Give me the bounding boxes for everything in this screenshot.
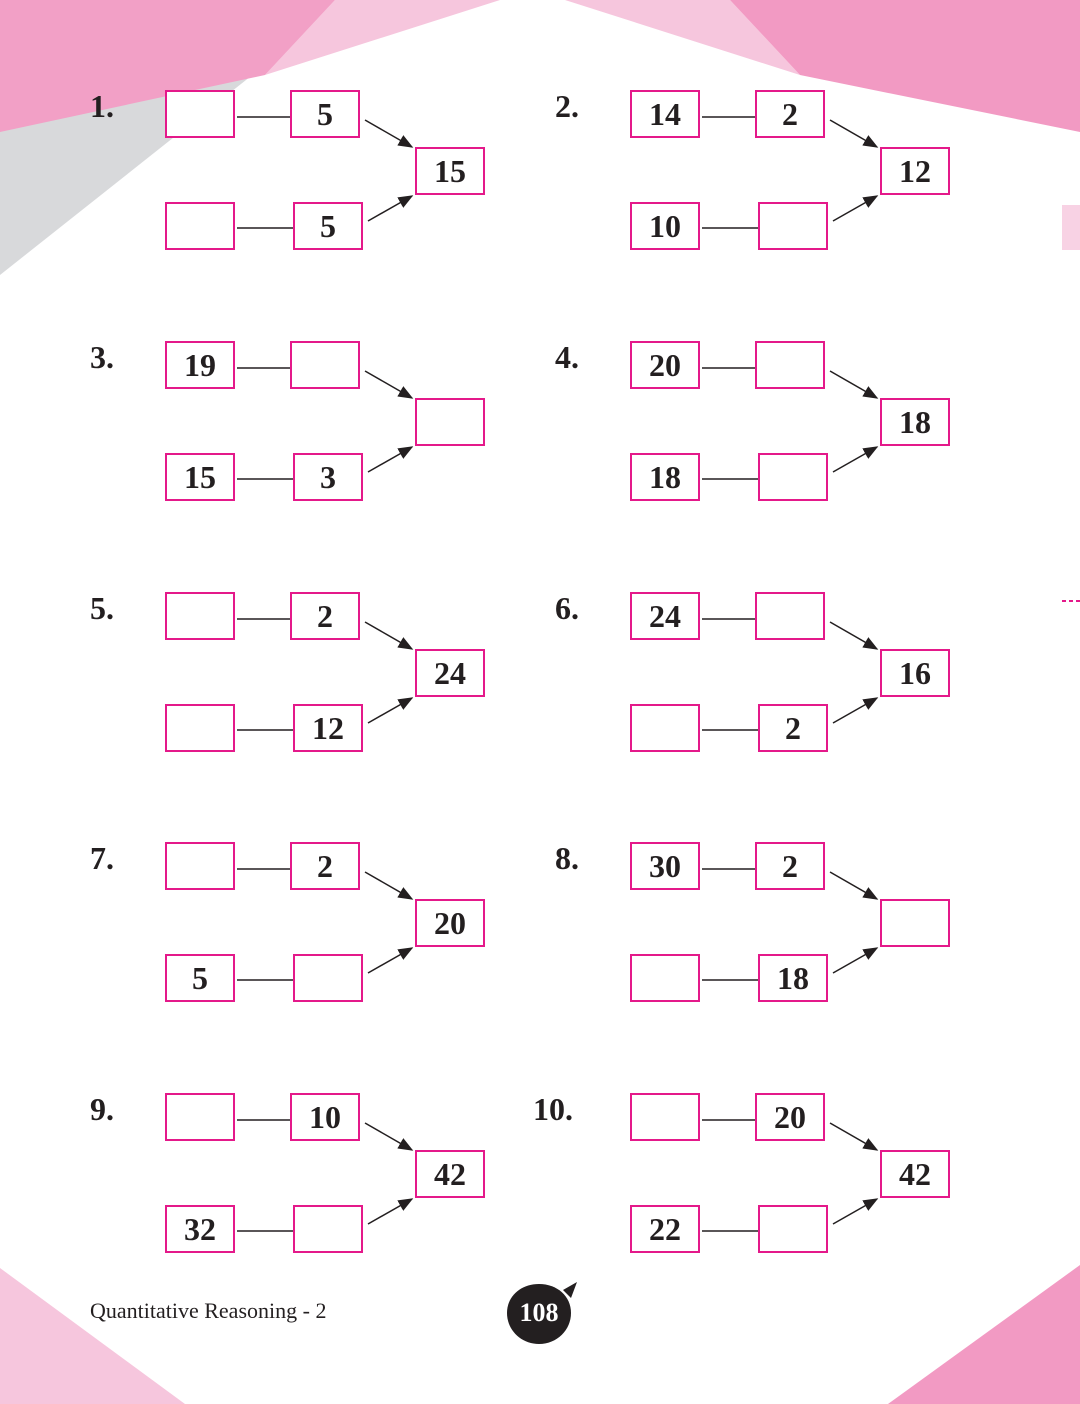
top-right-box[interactable]: 5 (290, 90, 360, 138)
top-right-box[interactable] (290, 341, 360, 389)
problem-3 (90, 341, 560, 511)
problem-number: 8. (555, 840, 579, 876)
bottom-right-box[interactable]: 5 (293, 202, 363, 250)
top-right-box[interactable] (755, 592, 825, 640)
bottom-left-box[interactable]: 32 (165, 1205, 235, 1253)
pink-triangle-bottom-right (888, 1265, 1080, 1404)
result-box[interactable] (880, 899, 950, 947)
top-right-box[interactable]: 2 (290, 842, 360, 890)
result-box[interactable]: 15 (415, 147, 485, 195)
top-right-box[interactable]: 20 (755, 1093, 825, 1141)
top-right-box[interactable]: 2 (755, 842, 825, 890)
bottom-right-box[interactable]: 12 (293, 704, 363, 752)
bottom-right-box[interactable]: 18 (758, 954, 828, 1002)
top-left-box[interactable] (165, 842, 235, 890)
top-right-box[interactable]: 10 (290, 1093, 360, 1141)
top-right-box[interactable]: 2 (755, 90, 825, 138)
top-left-box[interactable]: 19 (165, 341, 235, 389)
result-box[interactable]: 16 (880, 649, 950, 697)
problem-number: 6. (555, 590, 579, 626)
problem-8 (555, 842, 1025, 1012)
bottom-right-box[interactable] (758, 202, 828, 250)
result-box[interactable]: 42 (880, 1150, 950, 1198)
bottom-left-box[interactable] (165, 704, 235, 752)
bottom-left-box[interactable]: 10 (630, 202, 700, 250)
page-number: 108 (519, 1298, 559, 1327)
top-left-box[interactable] (165, 1093, 235, 1141)
result-box[interactable] (415, 398, 485, 446)
problem-2 (555, 90, 1025, 260)
bottom-right-box[interactable] (293, 954, 363, 1002)
top-left-box[interactable]: 20 (630, 341, 700, 389)
bottom-left-box[interactable]: 22 (630, 1205, 700, 1253)
top-right-box[interactable]: 2 (290, 592, 360, 640)
top-left-box[interactable] (165, 592, 235, 640)
result-box[interactable]: 12 (880, 147, 950, 195)
bottom-left-box[interactable]: 18 (630, 453, 700, 501)
bottom-right-box[interactable] (758, 453, 828, 501)
problem-4 (555, 341, 1025, 511)
top-left-box[interactable]: 24 (630, 592, 700, 640)
result-box[interactable]: 20 (415, 899, 485, 947)
bottom-left-box[interactable] (630, 704, 700, 752)
problem-1 (90, 90, 560, 260)
problem-number: 4. (555, 339, 579, 375)
problem-number: 3. (90, 339, 114, 375)
bottom-left-box[interactable] (165, 202, 235, 250)
bottom-left-box[interactable]: 15 (165, 453, 235, 501)
bottom-left-box[interactable]: 5 (165, 954, 235, 1002)
problem-number: 2. (555, 88, 579, 124)
problem-6 (555, 592, 1025, 762)
light-pink-triangle-bottom-left (0, 1268, 185, 1404)
problem-9 (90, 1093, 560, 1263)
problem-number: 10. (533, 1091, 573, 1127)
top-left-box[interactable]: 14 (630, 90, 700, 138)
top-left-box[interactable] (165, 90, 235, 138)
top-right-box[interactable] (755, 341, 825, 389)
problem-number: 7. (90, 840, 114, 876)
problem-10 (533, 1091, 1025, 1263)
bottom-right-box[interactable]: 2 (758, 704, 828, 752)
bottom-right-box[interactable] (758, 1205, 828, 1253)
problem-7 (90, 842, 560, 1012)
bottom-right-box[interactable]: 3 (293, 453, 363, 501)
problem-number: 1. (90, 88, 114, 124)
result-box[interactable]: 42 (415, 1150, 485, 1198)
problem-number: 5. (90, 590, 114, 626)
result-box[interactable]: 24 (415, 649, 485, 697)
problem-5 (90, 592, 560, 762)
problem-number: 9. (90, 1091, 114, 1127)
result-box[interactable]: 18 (880, 398, 950, 446)
pink-tab-right (1062, 205, 1080, 250)
footer-book-title: Quantitative Reasoning - 2 (90, 1298, 327, 1323)
bottom-left-box[interactable] (630, 954, 700, 1002)
top-left-box[interactable] (630, 1093, 700, 1141)
bottom-right-box[interactable] (293, 1205, 363, 1253)
top-left-box[interactable]: 30 (630, 842, 700, 890)
